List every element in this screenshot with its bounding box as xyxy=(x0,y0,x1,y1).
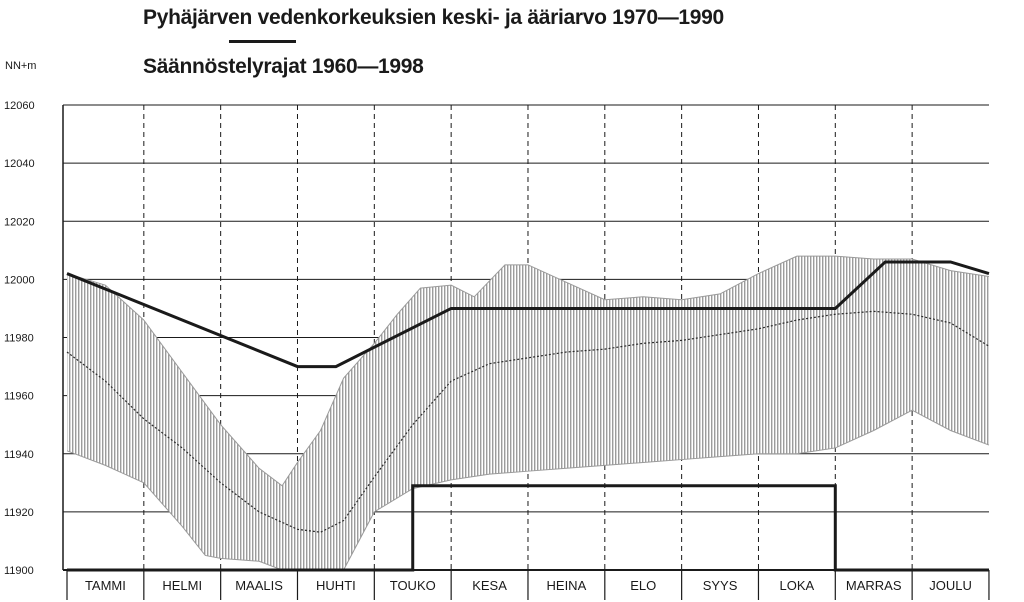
x-tick-label-month: TOUKO xyxy=(389,578,436,593)
x-tick-label-month: MAALIS xyxy=(235,578,283,593)
x-tick-label-month: JOULU xyxy=(929,578,972,593)
x-tick-label-month: HEINA xyxy=(546,578,587,593)
x-tick-label-month: HUHTI xyxy=(316,578,356,593)
y-tick-label: 11900 xyxy=(4,565,34,577)
x-tick-label-month: MARRAS xyxy=(845,578,902,593)
x-tick-label-month: SYYS xyxy=(702,578,738,593)
chart-title: Pyhäjärven vedenkorkeuksien keski- ja ääriarvo 1970—1990 xyxy=(143,6,724,29)
x-tick-label-month: ELO xyxy=(630,578,657,593)
y-axis-unit-label: NN+m xyxy=(5,60,37,72)
legend-regulation-label: Säännöstelyrajat 1960—1998 xyxy=(143,55,424,78)
x-tick-label-month: KESA xyxy=(472,578,507,593)
y-tick-label: 11920 xyxy=(4,506,34,519)
y-tick-label: 11940 xyxy=(4,448,34,461)
y-tick-label: 11980 xyxy=(4,332,34,345)
y-tick-label: 12040 xyxy=(4,158,35,171)
x-tick-label-month: TAMMI xyxy=(84,578,126,593)
y-tick-label: 12020 xyxy=(4,216,35,229)
y-tick-label: 12000 xyxy=(4,274,35,287)
y-tick-label: 12060 xyxy=(4,100,35,112)
x-tick-label-month: LOKA xyxy=(779,578,815,593)
x-tick-label-month: HELMI xyxy=(162,578,203,593)
y-tick-label: 11960 xyxy=(4,390,34,403)
